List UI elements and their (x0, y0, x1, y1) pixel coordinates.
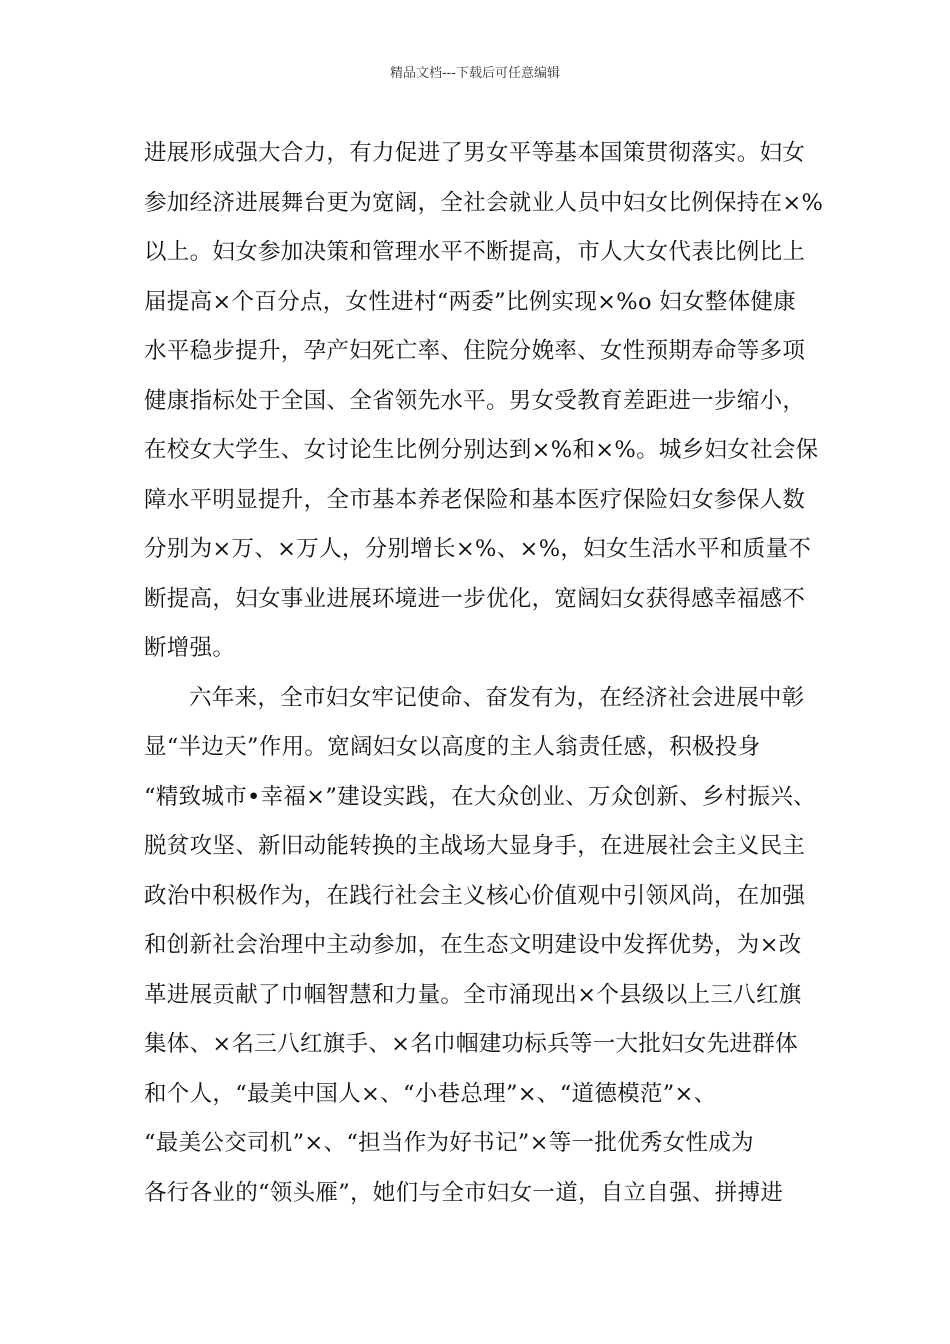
text-line: 集体、×名三八红旗手、×名巾帼建功标兵等一大批妇女先进群体 (144, 1031, 798, 1057)
text-line: 健康指标处于全国、全省领先水平。男女受教育差距进一步缩小， (144, 387, 806, 414)
text-line: 参加经济进展舞台更为宽阔，全社会就业人员中妇女比例保持在×% (144, 189, 824, 216)
text-line: 断增强。 (144, 635, 236, 661)
text-line: 分别为×万、×万人，分别增长×%、×%，妇女生活水平和质量不 (144, 536, 812, 562)
text-line: 革进展贡献了巾帼智慧和力量。全市涌现出×个县级以上三八红旗 (144, 981, 802, 1008)
text-line: 显“半边天”作用。宽阔妇女以高度的主人翁责任感，积极投身 (144, 734, 761, 760)
text-line: 和创新社会治理中主动参加，在生态文明建设中发挥优势，为×改 (144, 932, 802, 958)
text-line: 水平稳步提升，孕产妇死亡率、住院分娩率、女性预期寿命等多项 (144, 338, 806, 364)
text-line: 在校女大学生、女讨论生比例分别达到×%和×%。城乡妇女社会保 (144, 437, 819, 463)
document-body (144, 129, 844, 1218)
text-line: 障水平明显提升，全市基本养老保险和基本医疗保险妇女参保人数 (144, 486, 806, 513)
text-line: “最美公交司机”×、“担当作为好书记”×等一批优秀女性成为 (144, 1130, 754, 1156)
text-line: 政治中积极作为，在践行社会主义核心价值观中引领风尚，在加强 (144, 882, 806, 909)
text-line: 脱贫攻坚、新旧动能转换的主战场大显身手，在进展社会主义民主 (144, 833, 806, 859)
text-line: 以上。妇女参加决策和管理水平不断提高，市人大女代表比例比上 (144, 239, 806, 265)
text-line: 断提高，妇女事业进展环境进一步优化，宽阔妇女获得感幸福感不 (144, 585, 806, 612)
paragraph (144, 674, 844, 1219)
text-line: 届提高×个百分点，女性进村“两委”比例实现×%o 妇女整体健康 (144, 288, 797, 315)
page-header: 精品文档---下载后可任意编辑 (389, 66, 561, 81)
text-line: 六年来，全市妇女牢记使命、奋发有为，在经济社会进展中彰 (189, 684, 805, 711)
text-line: “精致城市•幸福×”建设实践，在大众创业、万众创新、乡村振兴、 (144, 783, 816, 810)
paragraph (144, 129, 844, 674)
text-line: 进展形成强大合力，有力促进了男女平等基本国策贯彻落实。妇女 (144, 140, 806, 166)
text-line: 各行各业的“领头雁”，她们与全市妇女一道，自立自强、拼搏进 (144, 1179, 784, 1206)
text-line: 和个人，“最美中国人×、“小巷总理”×、“道德模范”×、 (144, 1080, 717, 1107)
